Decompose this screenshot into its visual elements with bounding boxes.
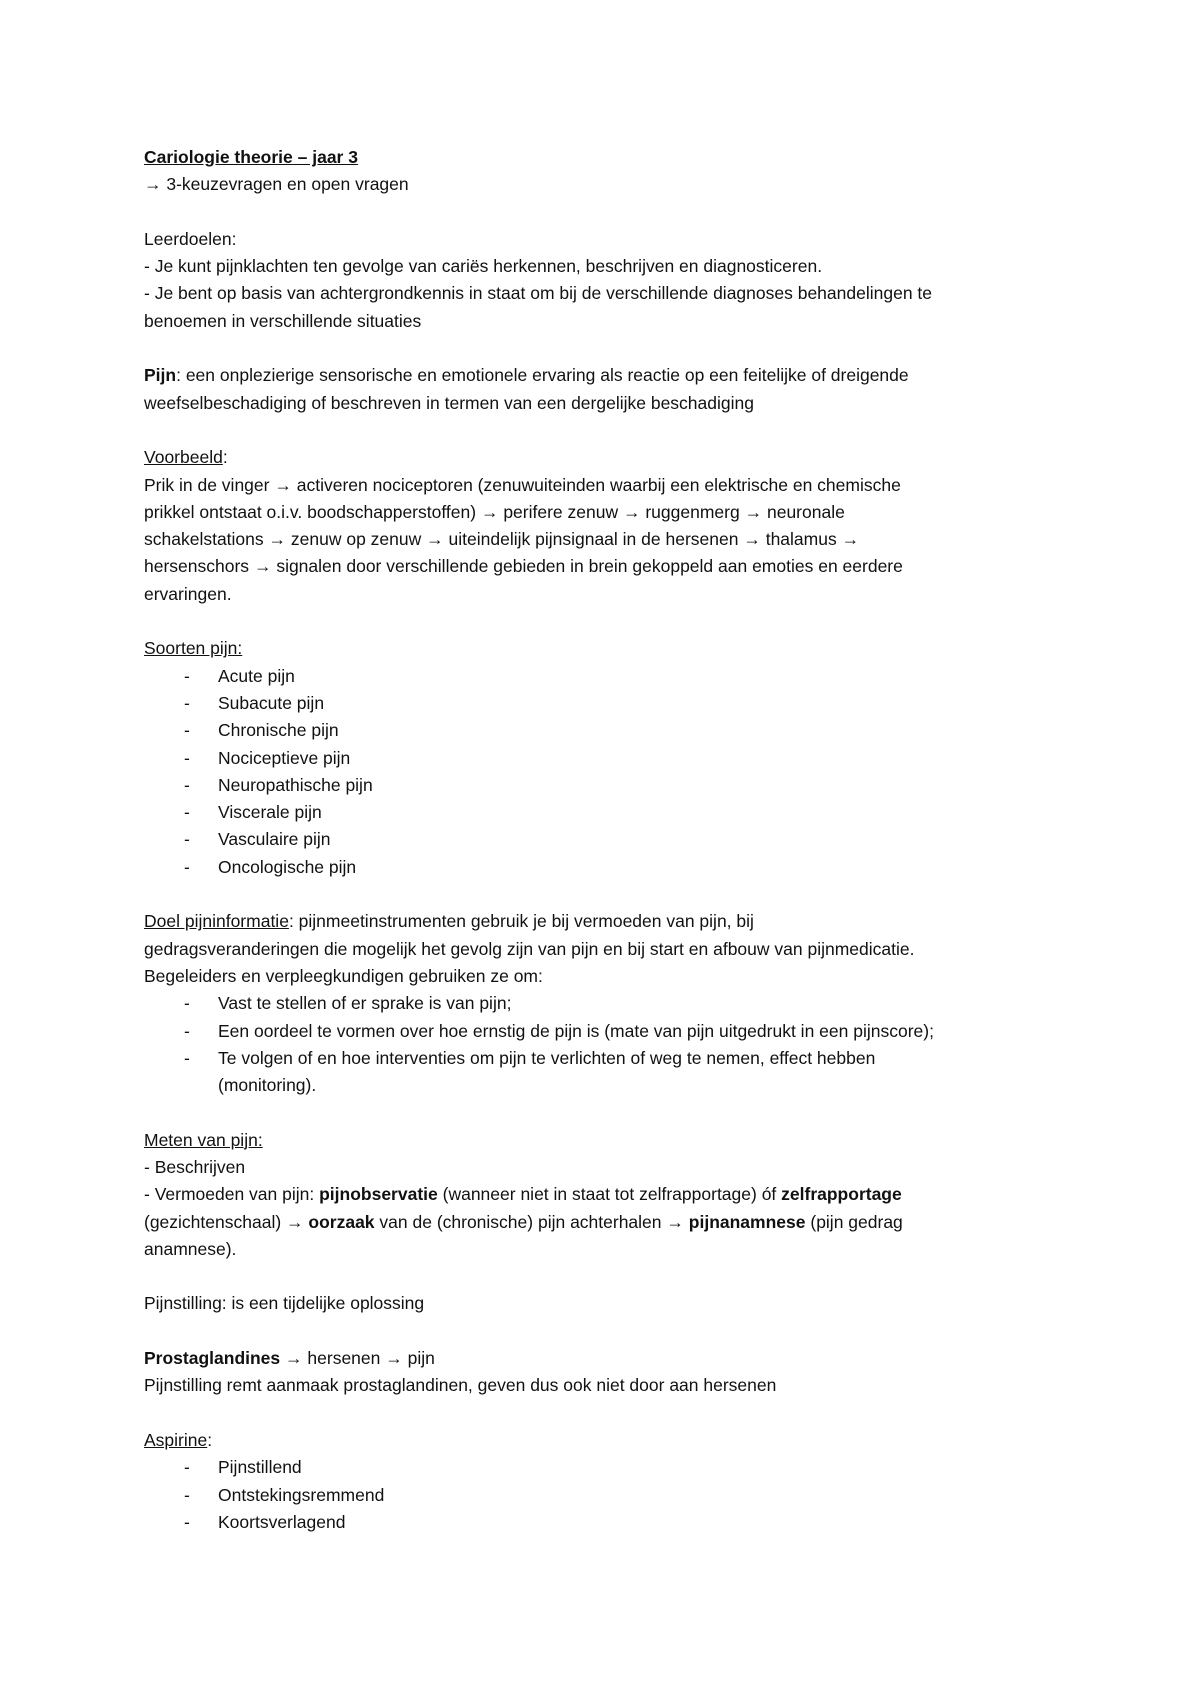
meten-text: - Vermoeden van pijn:	[144, 1184, 320, 1205]
voorbeeld-text: uiteindelijk pijnsignaal in de hersenen	[448, 529, 739, 550]
list-item-text: Nociceptieve pijn	[218, 747, 351, 768]
subtitle-text: 3-keuzevragen en open vragen	[166, 174, 409, 195]
list-item-text: Viscerale pijn	[218, 802, 322, 823]
document-body	[144, 144, 1084, 1536]
prostaglandines-line-2: Pijnstilling remt aanmaak prostaglandinen, geven dus ook niet door aan hersenen	[144, 1375, 777, 1396]
doel-line-1	[144, 908, 1084, 935]
list-dash: -	[184, 665, 190, 686]
voorbeeld-line-3	[144, 526, 1084, 553]
list-item	[144, 1454, 1084, 1481]
arrow-icon: →	[622, 501, 641, 522]
meten-bold: pijnanamnese	[688, 1211, 806, 1232]
aspirine-heading-text: Aspirine	[144, 1429, 208, 1450]
list-item-text: Neuropathische pijn	[218, 774, 373, 795]
aspirine-list	[144, 1454, 1084, 1536]
list-item	[144, 690, 1084, 717]
list-item	[144, 1482, 1084, 1509]
list-item	[144, 1045, 1084, 1072]
prostaglandines-text: pijn	[407, 1348, 435, 1369]
arrow-icon: →	[426, 529, 444, 550]
spacer	[144, 335, 1084, 362]
list-item	[144, 663, 1084, 690]
voorbeeld-heading-text: Voorbeeld	[144, 447, 223, 468]
list-dash: -	[184, 1020, 190, 1041]
meten-heading-text: Meten van pijn:	[144, 1129, 263, 1150]
voorbeeld-text: ruggenmerg	[645, 501, 740, 522]
arrow-icon: →	[666, 1211, 684, 1232]
spacer	[144, 1318, 1084, 1345]
meten-text: (gezichtenschaal)	[144, 1211, 282, 1232]
list-item	[144, 1018, 1084, 1045]
doel-line-3: Begeleiders en verpleegkundigen gebruiken ze om:	[144, 965, 543, 986]
list-item-text: Pijnstillend	[218, 1457, 302, 1478]
list-dash: -	[184, 829, 190, 850]
aspirine-heading	[144, 1427, 1084, 1454]
list-dash: -	[184, 1047, 190, 1068]
arrow-icon: →	[285, 1348, 303, 1369]
voorbeeld-line-4	[144, 553, 1084, 580]
list-item	[144, 1509, 1084, 1536]
pijn-term: Pijn	[144, 365, 177, 386]
leerdoelen-heading: Leerdoelen:	[144, 228, 237, 249]
title-text: Cariologie theorie – jaar 3	[144, 147, 358, 167]
list-item	[144, 772, 1084, 799]
spacer	[144, 417, 1084, 444]
spacer	[144, 199, 1084, 226]
voorbeeld-line-2	[144, 499, 1084, 526]
spacer	[144, 1099, 1084, 1126]
list-item-text: Vast te stellen of er sprake is van pijn;	[218, 993, 512, 1014]
arrow-icon: →	[744, 501, 763, 522]
document-title	[144, 144, 1084, 171]
voorbeeld-text: neuronale	[766, 501, 845, 522]
list-item-text: Oncologische pijn	[218, 856, 357, 877]
meten-line-3	[144, 1209, 1084, 1236]
list-item-text: Een oordeel te vormen over hoe ernstig de pijn is (mate van pijn uitgedrukt in een pijnscore);	[218, 1020, 934, 1041]
list-dash: -	[184, 1484, 190, 1505]
voorbeeld-text: thalamus	[765, 529, 837, 550]
voorbeeld-text: activeren nociceptoren (zenuwuiteinden waarbij een elektrische en chemische	[296, 474, 901, 495]
arrow-icon: →	[253, 556, 272, 577]
pijnstilling-line: Pijnstilling: is een tijdelijke oplossing	[144, 1293, 425, 1314]
pijn-text: : een onplezierige sensorische en emotionele ervaring als reactie op een feitelijke of dreigende	[176, 365, 909, 386]
prostaglandines-line-1	[144, 1345, 1084, 1372]
leerdoelen-line-2: - Je bent op basis van achtergrondkennis in staat om bij de verschillende diagnoses behandelingen te	[144, 283, 933, 304]
arrow-icon: →	[743, 529, 761, 550]
voorbeeld-heading	[144, 444, 1084, 471]
prostaglandines-text: hersenen	[307, 1348, 381, 1369]
arrow-icon: →	[268, 529, 287, 550]
list-dash: -	[184, 802, 190, 823]
voorbeeld-line-5: ervaringen.	[144, 583, 232, 604]
list-item-continuation: (monitoring).	[218, 1075, 317, 1096]
meten-text: (wanneer niet in staat tot zelfrapportage) óf	[437, 1184, 782, 1205]
doel-line-2: gedragsveranderingen die mogelijk het gevolg zijn van pijn en bij start en afbouw van pijnmedicatie.	[144, 938, 915, 959]
meten-line-1: - Beschrijven	[144, 1156, 246, 1177]
voorbeeld-line-1	[144, 472, 1084, 499]
list-dash: -	[184, 1511, 190, 1532]
arrow-icon: →	[286, 1211, 304, 1232]
spacer	[144, 608, 1084, 635]
soorten-heading	[144, 635, 1084, 662]
aspirine-colon: :	[207, 1429, 213, 1450]
spacer	[144, 1263, 1084, 1290]
meten-text: van de (chronische) pijn achterhalen	[374, 1211, 662, 1232]
arrow-icon: →	[480, 501, 499, 522]
list-item	[144, 799, 1084, 826]
list-item	[144, 826, 1084, 853]
list-item	[144, 717, 1084, 744]
list-item	[144, 990, 1084, 1017]
doel-text: : pijnmeetinstrumenten gebruik je bij vermoeden van pijn, bij	[288, 911, 754, 932]
list-dash: -	[184, 1457, 190, 1478]
soorten-list	[144, 663, 1084, 881]
meten-text: (pijn gedrag	[805, 1211, 903, 1232]
pijn-definition-line-1	[144, 362, 1084, 389]
list-item-text: Chronische pijn	[218, 720, 339, 741]
list-item-text: Subacute pijn	[218, 692, 325, 713]
list-item-text: Te volgen of en hoe interventies om pijn te verlichten of weg te nemen, effect hebben	[218, 1047, 876, 1068]
list-dash: -	[184, 720, 190, 741]
list-dash: -	[184, 692, 190, 713]
doel-list	[144, 990, 1084, 1099]
leerdoelen-line-3: benoemen in verschillende situaties	[144, 310, 422, 331]
list-dash: -	[184, 856, 190, 877]
meten-line-2	[144, 1181, 1084, 1208]
voorbeeld-text: schakelstations	[144, 529, 264, 550]
prostaglandines-term: Prostaglandines	[144, 1348, 281, 1369]
list-item	[144, 745, 1084, 772]
soorten-heading-text: Soorten pijn:	[144, 638, 243, 659]
pijn-definition-line-2: weefselbeschadiging of beschreven in termen van een dergelijke beschadiging	[144, 392, 754, 413]
leerdoelen-line-1: - Je kunt pijnklachten ten gevolge van cariës herkennen, beschrijven en diagnosticeren.	[144, 256, 823, 277]
meten-bold: oorzaak	[308, 1211, 375, 1232]
meten-bold: pijnobservatie	[319, 1184, 438, 1205]
arrow-icon: →	[144, 174, 162, 195]
arrow-icon: →	[385, 1348, 403, 1369]
voorbeeld-text: prikkel ontstaat o.i.v. boodschapperstoffen)	[144, 501, 477, 522]
voorbeeld-text: perifere zenuw	[503, 501, 619, 522]
meten-heading	[144, 1127, 1084, 1154]
list-item-text: Koortsverlagend	[218, 1511, 346, 1532]
list-item-text: Vasculaire pijn	[218, 829, 331, 850]
list-dash: -	[184, 774, 190, 795]
voorbeeld-text: Prik in de vinger	[144, 474, 270, 495]
voorbeeld-text: hersenschors	[144, 556, 250, 577]
doel-heading: Doel pijninformatie	[144, 911, 289, 932]
spacer	[144, 1400, 1084, 1427]
voorbeeld-colon: :	[222, 447, 228, 468]
meten-bold: zelfrapportage	[781, 1184, 902, 1205]
list-dash: -	[184, 747, 190, 768]
arrow-icon: →	[841, 529, 860, 550]
list-item	[144, 854, 1084, 881]
list-dash: -	[184, 993, 190, 1014]
list-item-text: Acute pijn	[218, 665, 295, 686]
voorbeeld-text: signalen door verschillende gebieden in brein gekoppeld aan emoties en eerdere	[276, 556, 903, 577]
subtitle-line	[144, 171, 1084, 198]
voorbeeld-text: zenuw op zenuw	[290, 529, 422, 550]
arrow-icon: →	[274, 474, 292, 495]
list-item-text: Ontstekingsremmend	[218, 1484, 385, 1505]
meten-line-4: anamnese).	[144, 1238, 237, 1259]
spacer	[144, 881, 1084, 908]
